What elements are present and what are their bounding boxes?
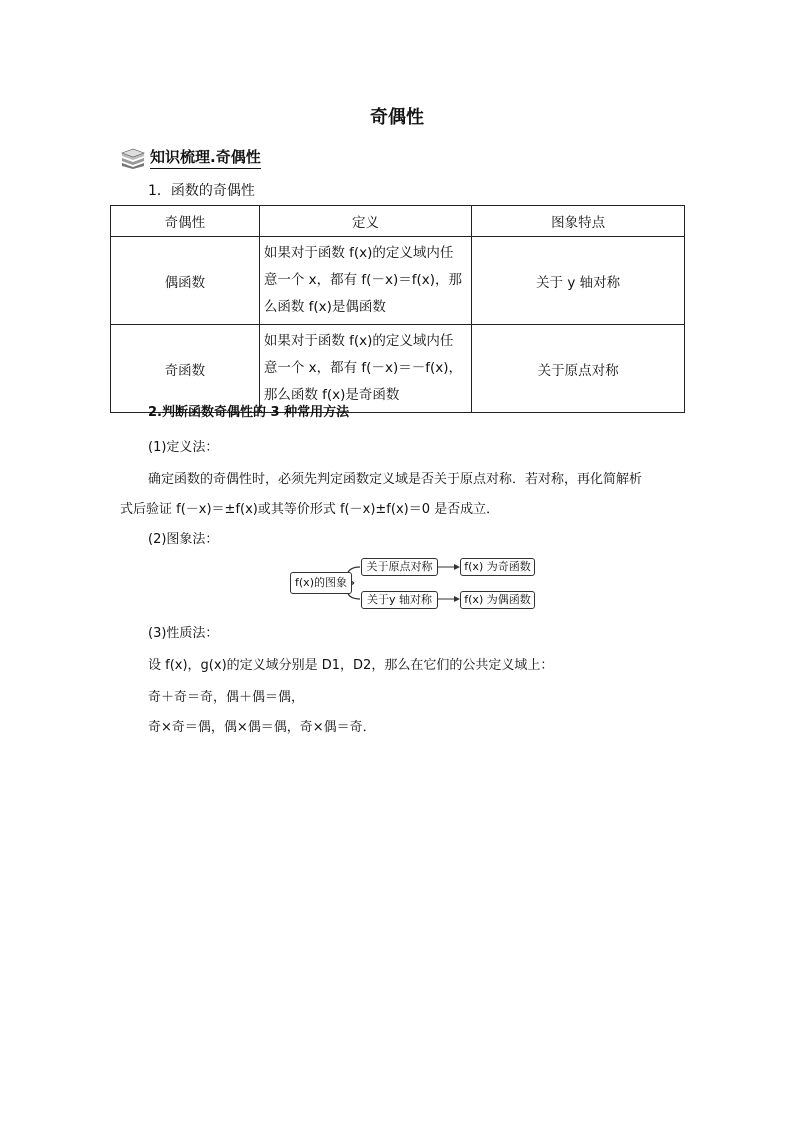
diagram-result-odd: f(x) 为奇函数	[460, 558, 535, 576]
table-row	[111, 237, 685, 325]
method-1-text-line: 确定函数的奇偶性时，必须先判定函数定义域是否关于原点对称．若对称，再化简解析	[148, 472, 643, 487]
method-1-label: (1)定义法：	[148, 440, 219, 455]
definition-line: 如果对于函数 f(x)的定义域内任	[263, 245, 454, 261]
diagram-branch-top: 关于原点对称	[361, 558, 438, 576]
table-header-cell: 定义	[259, 206, 471, 237]
section-2-heading: 2.判断函数奇偶性的 3 种常用方法	[148, 405, 350, 420]
method-3-text-line: 奇×奇＝偶，偶×偶＝偶，奇×偶＝奇．	[148, 720, 376, 735]
method-1-text-line: 式后验证 f(－x)＝±f(x)或其等价形式 f(－x)±f(x)＝0 是否成立．	[120, 502, 500, 517]
function-type-cell: 偶函数	[111, 237, 260, 325]
definition-cell	[259, 237, 471, 325]
definition-cell	[259, 325, 471, 413]
method-3-label: (3)性质法：	[148, 626, 219, 641]
function-type-cell: 奇函数	[111, 325, 260, 413]
section-heading-text: 知识梳理.奇偶性	[150, 146, 261, 169]
definition-line: 么函数 f(x)是偶函数	[263, 299, 386, 315]
table-header-cell: 奇偶性	[111, 206, 260, 237]
method-2-label: (2)图象法：	[148, 532, 219, 547]
graph-method-diagram	[288, 555, 538, 611]
parity-table	[110, 205, 685, 413]
method-3-text-line: 设 f(x)，g(x)的定义域分别是 D1，D2，那么在它们的公共定义域上：	[148, 658, 554, 673]
diagram-branch-bottom: 关于y 轴对称	[361, 591, 438, 609]
section-heading	[120, 146, 261, 169]
graph-feature-cell: 关于 y 轴对称	[472, 237, 685, 325]
item-1-label: 1．函数的奇偶性	[148, 183, 255, 199]
definition-line: 如果对于函数 f(x)的定义域内任	[263, 333, 454, 349]
table-header-cell: 图象特点	[472, 206, 685, 237]
definition-line: 意一个 x，都有 f(－x)＝f(x)，那	[263, 272, 462, 288]
table-header-row	[111, 206, 685, 237]
graph-feature-cell: 关于原点对称	[472, 325, 685, 413]
definition-line: 意一个 x，都有 f(－x)＝－f(x)，	[263, 360, 462, 376]
page-title: 奇偶性	[370, 107, 424, 128]
diagram-root-node: f(x)的图象	[290, 572, 352, 594]
books-icon	[120, 147, 146, 169]
diagram-result-even: f(x) 为偶函数	[460, 591, 535, 609]
definition-line: 那么函数 f(x)是奇函数	[263, 387, 400, 403]
table-row	[111, 325, 685, 413]
method-3-text-line: 奇＋奇＝奇，偶＋偶＝偶，	[148, 690, 305, 705]
